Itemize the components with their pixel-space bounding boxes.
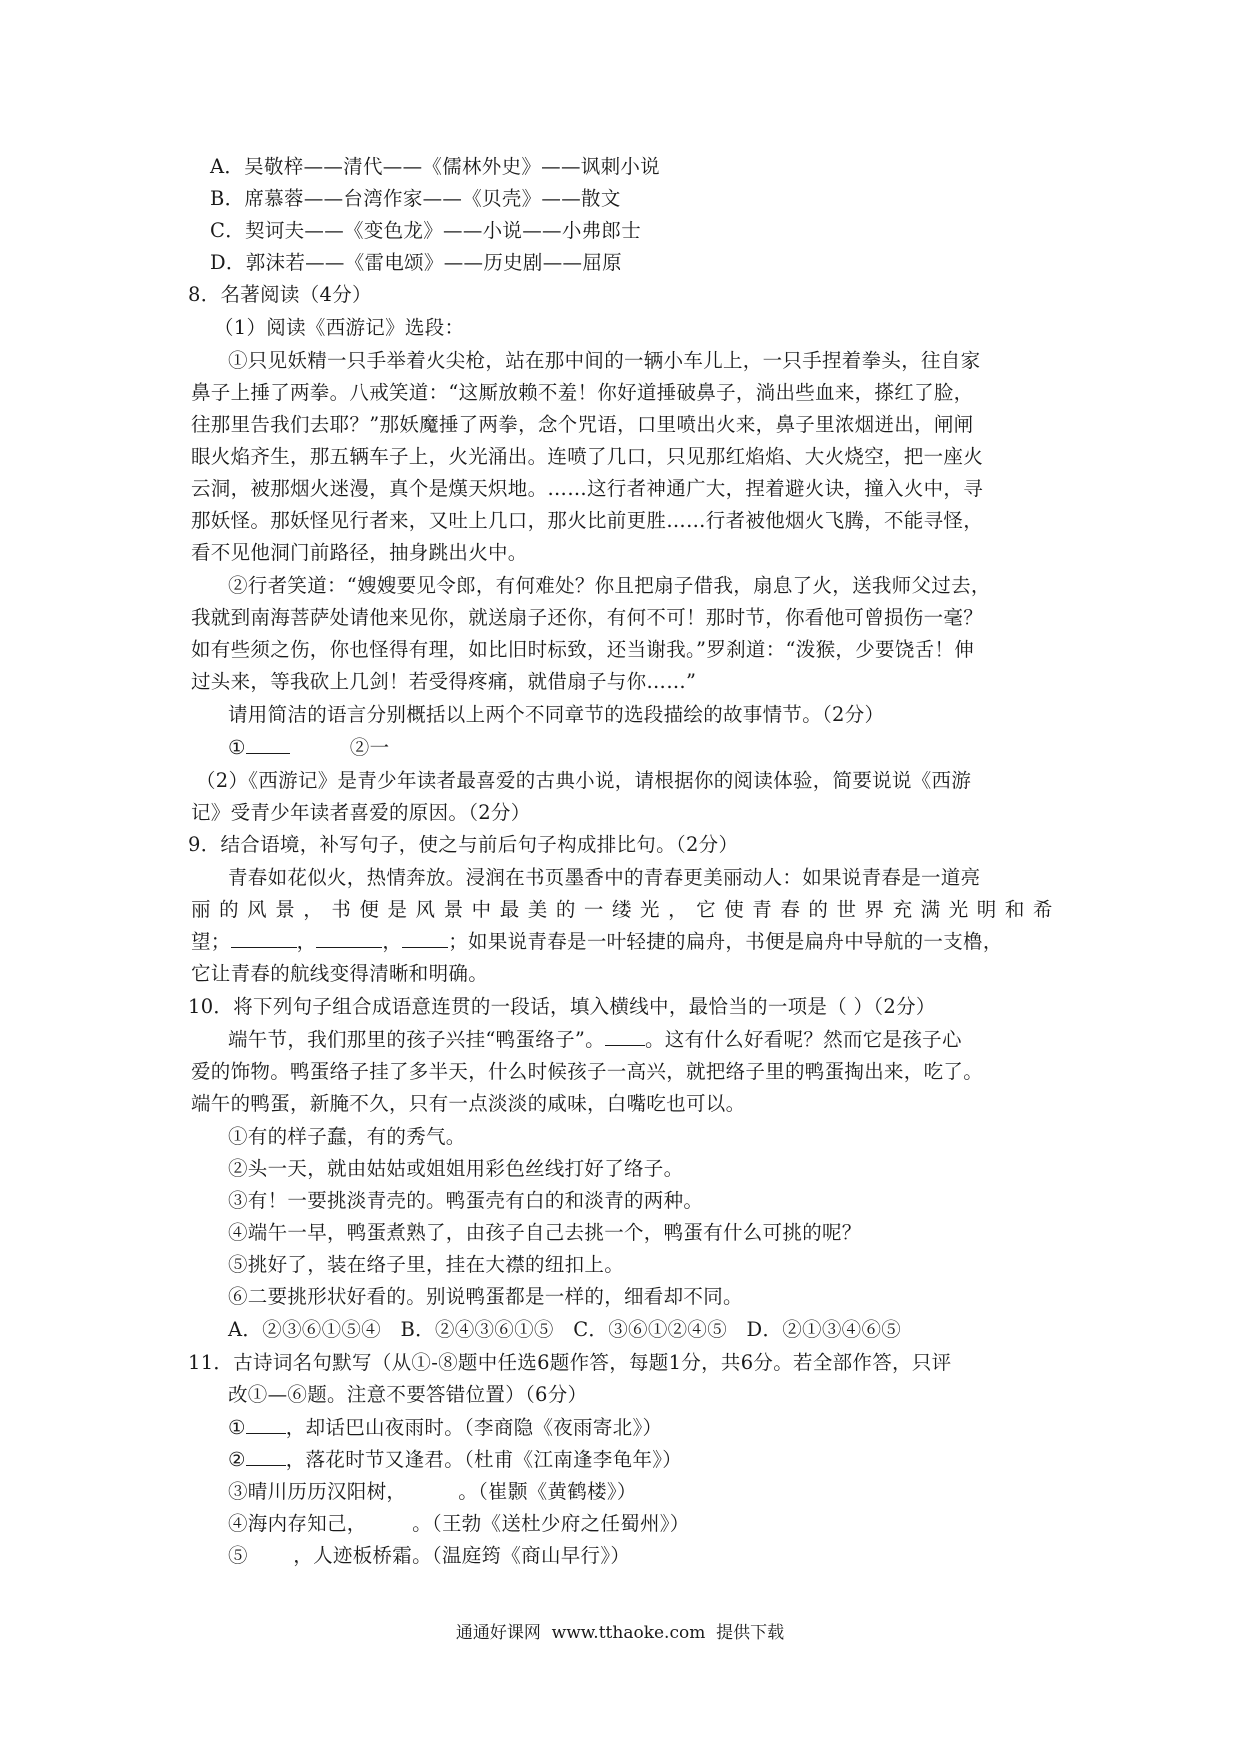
q10-blank[interactable] bbox=[605, 1025, 645, 1046]
q10-line1-end: 。这有什么好看呢？然而它是孩子心 bbox=[644, 1028, 962, 1051]
q9-blank-3[interactable] bbox=[402, 927, 448, 948]
q9-char: 的 bbox=[219, 898, 239, 921]
q10-options: A．②③⑥①⑤④ B．②④③⑥①⑤ C．③⑥①②④⑤ D．②①③④⑥⑤ bbox=[228, 1318, 902, 1341]
q8-passage2-line: ②行者笑道：“嫂嫂要见令郎，有何难处？你且把扇子借我，扇息了火，送我师父过去， bbox=[228, 574, 991, 597]
q10-item: ④端午一早，鸭蛋煮熟了，由孩子自己去挑一个，鸭蛋有什么可挑的呢？ bbox=[228, 1221, 862, 1244]
q8-passage1-line: 往那里告我们去耶？”那妖魔捶了两拳，念个咒语，口里喷出火来，鼻子里浓烟迸出，闸闸 bbox=[191, 413, 974, 436]
q8-answer-blanks bbox=[228, 733, 389, 763]
q9-line4: 它让青春的航线变得清晰和明确。 bbox=[191, 962, 489, 985]
page-footer: 通通好课网 www.tthaoke.com 提供下载 bbox=[455, 1623, 785, 1643]
q9-char: 青 bbox=[752, 898, 773, 921]
q10-item: ⑤挑好了，装在络子里，挂在大襟的纽扣上。 bbox=[228, 1253, 625, 1276]
q7-option-c: C．契诃夫——《变色龙》——小说——小弗郎士 bbox=[210, 219, 642, 242]
q9-char: 中 bbox=[471, 898, 492, 921]
q9-char: 风 bbox=[415, 898, 436, 921]
q11-item1-text: ，却话巴山夜雨时。（李商隐《夜雨寄北》） bbox=[285, 1416, 663, 1439]
q9-char: 景 bbox=[443, 898, 464, 921]
q9-char: 界 bbox=[864, 898, 885, 921]
q10-line2: 爱的饰物。鸭蛋络子挂了多半天，什么时候孩子一高兴，就把络子里的鸭蛋掏出来，吃了。 bbox=[191, 1060, 984, 1083]
q9-char: 风 bbox=[247, 898, 267, 921]
q9-char: 书 bbox=[331, 898, 352, 921]
q8-passage2-line: 如有些须之伤，你也怪得有理，如比旧时标致，还当谢我。”罗刹道：“泼猴，少要饶舌！伸 bbox=[191, 638, 974, 661]
q11-title: 11．古诗词名句默写（从①-⑧题中任选6题作答，每题1分，共6分。若全部作答，只评 bbox=[188, 1351, 952, 1374]
q8-sub2-line1: （2）《西游记》是青少年读者最喜爱的古典小说，请根据你的阅读体验，简要说说《西游 bbox=[196, 769, 972, 792]
q8-passage1-line: 看不见他洞门前路径，抽身跳出火中。 bbox=[191, 541, 528, 564]
q9-char: 明 bbox=[976, 898, 997, 921]
q11-item-5: ⑤ ，人迹板桥霜。（温庭筠《商山早行》） bbox=[228, 1544, 631, 1567]
q11-item1-num: ① bbox=[228, 1416, 246, 1439]
q9-char: 春 bbox=[780, 898, 801, 921]
q8-answer2-label: ②一 bbox=[349, 736, 390, 759]
q8-passage1-line: 云洞，被那烟火迷漫，真个是熯天炽地。……这行者神通广大，捏着避火诀，撞入火中，寻 bbox=[191, 477, 984, 500]
q9-char: 光 bbox=[640, 898, 660, 921]
q10-line1-start: 端午节，我们那里的孩子兴挂“鸭蛋络子”。 bbox=[228, 1028, 605, 1051]
q8-passage2-line: 我就到南海菩萨处请他来见你，就送扇子还你，有何不可！那时节，你看他可曾损伤一毫？ bbox=[191, 606, 984, 629]
q11-item2-num: ② bbox=[228, 1448, 246, 1471]
q8-passage1-line: 鼻子上捶了两拳。八戒笑道：“这厮放赖不羞！你好道捶破鼻子，淌出些血来，搽红了脸， bbox=[191, 381, 974, 404]
q9-char: 世 bbox=[836, 898, 857, 921]
q7-option-b: B．席慕蓉——台湾作家——《贝壳》——散文 bbox=[210, 187, 621, 210]
q9-char: 满 bbox=[920, 898, 941, 921]
q11-blank-1[interactable] bbox=[246, 1413, 286, 1434]
q9-char: 美 bbox=[527, 898, 548, 921]
q10-item: ③有！一要挑淡青壳的。鸭蛋壳有白的和淡青的两种。 bbox=[228, 1189, 704, 1212]
q11-blank-2[interactable] bbox=[246, 1445, 286, 1466]
q11-title-cont: 改①—⑥题。注意不要答错位置）（6分） bbox=[228, 1383, 588, 1406]
q9-char: ， bbox=[303, 898, 324, 921]
q10-line1 bbox=[228, 1025, 962, 1055]
q9-title: 9．结合语境，补写句子，使之与前后句子构成排比句。（2分） bbox=[188, 833, 739, 856]
q8-passage1-line: ①只见妖精一只手举着火尖枪，站在那中间的一辆小车儿上，一只手捏着拳头，往自家 bbox=[228, 349, 981, 372]
q9-char: 和 bbox=[1004, 898, 1025, 921]
q8-answer1-label: ① bbox=[228, 736, 246, 759]
q8-passage1-line: 眼火焰齐生，那五辆车子上，火光涌出。连喷了几口，只见那红焰焰、大火烧空，把一座火 bbox=[191, 445, 984, 468]
q9-char: 的 bbox=[808, 898, 829, 921]
q10-line3: 端午的鸭蛋，新腌不久，只有一点淡淡的咸味，白嘴吃也可以。 bbox=[191, 1092, 746, 1115]
q9-line3 bbox=[191, 927, 1003, 957]
q11-item-4: ④海内存知己， 。（王勃《送杜少府之任蜀州》） bbox=[228, 1512, 690, 1535]
q10-item: ①有的样子蠢，有的秀气。 bbox=[228, 1125, 466, 1148]
q8-sub1: （1）阅读《西游记》选段： bbox=[214, 316, 465, 339]
q9-char: 的 bbox=[555, 898, 576, 921]
q8-sub2-line2: 记》受青少年读者喜爱的原因。（2分） bbox=[191, 801, 531, 824]
q9-char: 便 bbox=[359, 898, 380, 921]
q9-char: 缕 bbox=[611, 898, 632, 921]
q10-item: ②头一天，就由姑姑或姐姐用彩色丝线打好了络子。 bbox=[228, 1157, 684, 1180]
q9-char: 一 bbox=[583, 898, 604, 921]
q9-char: 是 bbox=[387, 898, 408, 921]
q7-option-d: D．郭沫若——《雷电颂》——历史剧——屈原 bbox=[210, 251, 622, 274]
q9-sep2: ， bbox=[382, 930, 403, 953]
q8-prompt: 请用简洁的语言分别概括以上两个不同章节的选段描绘的故事情节。（2分） bbox=[228, 703, 885, 726]
q10-item: ⑥二要挑形状好看的。别说鸭蛋都是一样的，细看却不同。 bbox=[228, 1285, 743, 1308]
q8-title: 8．名著阅读（4分） bbox=[188, 283, 372, 306]
q9-char: 它 bbox=[696, 898, 716, 921]
q7-option-a: A．吴敬梓——清代——《儒林外史》——讽刺小说 bbox=[210, 155, 660, 178]
q10-title: 10．将下列句子组合成语意连贯的一段话，填入横线中，最恰当的一项是（ ）（2分） bbox=[188, 995, 936, 1018]
q8-passage2-line: 过头来，等我砍上几剑！若受得疼痛，就借扇子与你……” bbox=[191, 670, 697, 693]
q11-item-3: ③晴川历历汉阳树， 。（崔颢《黄鹤楼》） bbox=[228, 1480, 637, 1503]
q9-line3-end: ；如果说青春是一叶轻捷的扁舟，书便是扁舟中导航的一支橹， bbox=[448, 930, 1003, 953]
q9-blank-1[interactable] bbox=[231, 927, 297, 948]
q11-item-2 bbox=[228, 1445, 682, 1475]
q9-char: 景 bbox=[275, 898, 295, 921]
q9-char: ， bbox=[668, 898, 688, 921]
q9-char: 光 bbox=[948, 898, 969, 921]
q11-item2-text: ，落花时节又逢君。（杜甫《江南逢李龟年》） bbox=[285, 1448, 683, 1471]
q9-char: 最 bbox=[499, 898, 520, 921]
q9-blank-2[interactable] bbox=[316, 927, 382, 948]
q9-char: 希 bbox=[1032, 898, 1053, 921]
q9-line2 bbox=[191, 895, 1053, 925]
q9-char: 充 bbox=[892, 898, 913, 921]
q9-char: 丽 bbox=[191, 898, 211, 921]
q8-passage1-line: 那妖怪。那妖怪见行者来，又吐上几口，那火比前更胜……行者被他烟火飞腾，不能寻怪， bbox=[191, 509, 984, 532]
q9-line3-start: 望； bbox=[191, 930, 231, 953]
q8-answer1-blank[interactable] bbox=[246, 733, 290, 754]
q9-line1: 青春如花似火，热情奔放。浸润在书页墨香中的青春更美丽动人：如果说青春是一道亮 bbox=[228, 866, 981, 889]
q9-char: 使 bbox=[724, 898, 744, 921]
q11-item-1 bbox=[228, 1413, 662, 1443]
q9-sep1: ， bbox=[296, 930, 317, 953]
